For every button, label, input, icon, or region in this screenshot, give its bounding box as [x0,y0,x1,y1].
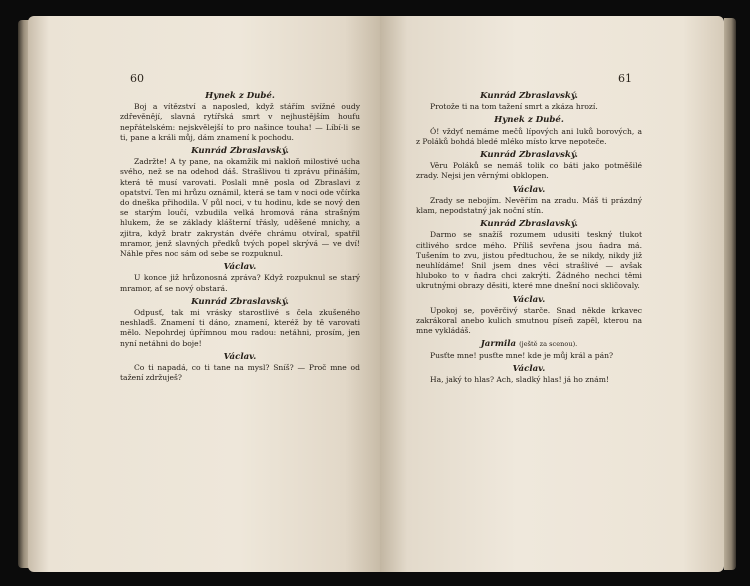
speech-paragraph: Pusťte mne! pusťte mne! kde je můj král a pán? [430,350,614,360]
speech-paragraph: Upokoj se, pověrčivý starče. Snad někde krkavec zakrákoral anebo kulich smutnou píseň zapěl, kterou na mne vykládáš. [416,305,642,336]
stage-direction: (ještě za scenou). [519,340,578,349]
right-page [380,16,724,572]
speaker-name: Václav. [223,351,257,362]
speech-paragraph: Věru Poláků se nemáš tolik co báti jako potměšilé zrady. Nejsi jen věrnými obklopen. [416,161,642,181]
speech-paragraph: Odpusť, tak mi vrásky starostlivé s čela zkušeného neshlaďš. Znamení ti dáno, znamení, kteréž by tě varovati mělo. Nepohrdej úpřímnou mou radou: netáhni, prosím, jen nyní netáhni do boje! [120,308,360,348]
speaker-name: Václav. [512,363,546,374]
speaker-line [416,339,642,349]
speaker-name: Václav. [223,262,257,273]
left-page [28,16,380,572]
page-number-left: 60 [130,72,144,85]
speaker-name: Kunrád Zbraslavský. [480,91,578,101]
speech-paragraph: Ó! vždyť nemáme mečů lípových ani luků borových, a z Poláků bohdá bledé mléko místo krve nepoteče. [416,126,642,146]
right-page-text [416,88,642,385]
page-stack-right [724,18,736,570]
speaker-name: Kunrád Zbraslavský. [480,219,578,230]
speech-paragraph: Protože ti na tom tažení smrt a zkáza hrozí. [430,102,598,112]
speech-paragraph: Zrady se nebojím. Nevěřím na zradu. Máš ti prázdný klam, nepodstatný jak noční stín. [416,195,642,216]
speech-paragraph: U konce již hrůzonosná zpráva? Když rozpuknul se starý mramor, ať se nový obstará. [120,273,360,293]
speaker-name: Hynek z Dubé. [494,115,564,126]
speech-paragraph: Darmo se snažíš rozumem udusiti teskný tlukot citlivého srdce mého. Příliš sevřena jsou ňadra má. Tušením to zvu, jistou předtuchou, že se nikdy, nikdy již neuhlídáme! Snil jsem dnes věci strašlivé — avšak hluboko to v ňadra chci zakrýti. Žádného nechci těmi ukrutnými obrazy děsiti, které mne dnešní noci skličovaly. [416,230,642,291]
page-number-right: 61 [618,72,632,85]
speaker-name: Václav. [512,294,546,305]
speaker-name: Václav. [512,184,546,195]
speech-paragraph: Co ti napadá, co ti tane na mysl? Sníš? — Proč mne od tažení zdržuješ? [120,363,360,383]
speech-paragraph: Zadržte! A ty pane, na okamžik mi nakloň milostivé ucha svého, než se na odehod dáš. Strašlivou ti zprávu přináším, která tě musí varovati. Poslali mně posla od Zbraslavi z opatství. Ten mi hrůzu oznámil, která se tam v noci ode včírka do dneška přihodila. V půl noci, v tu hodinu, kde se nový den se starým loučí, vzbudila velká hromová rána strašným hlukem, že se základy klášterní třásly, uděšené mnichy, a zjitra, když bratr zakrystán dvéře chrámu otvíral, spatřil mramor, jenž slavných předků tvých popel skrývá — ve dví! Náhle přes noc sám od sebe se rozpuknul. [120,157,360,259]
speaker-name: Jarmila [480,339,517,350]
speaker-name: Kunrád Zbraslavský. [480,150,578,161]
speaker-name: Hynek z Dubé. [205,91,275,101]
speech-paragraph: Ha, jaký to hlas? Ach, sladký hlas! já ho znám! [430,375,609,385]
speaker-name: Kunrád Zbraslavský. [191,146,289,157]
speaker-name: Kunrád Zbraslavský. [191,296,289,307]
left-page-text [120,88,360,383]
speech-paragraph: Boj a vítězství a naposled, když stářím svížné oudy zdřevěnějí, slavná rytířská smrt v nejhustějším houfu nepřátelském: nejskvělejší to pro našince touha! — Líbí-li se ti, pane a králi můj, dám znamení k pochodu. [120,102,360,142]
